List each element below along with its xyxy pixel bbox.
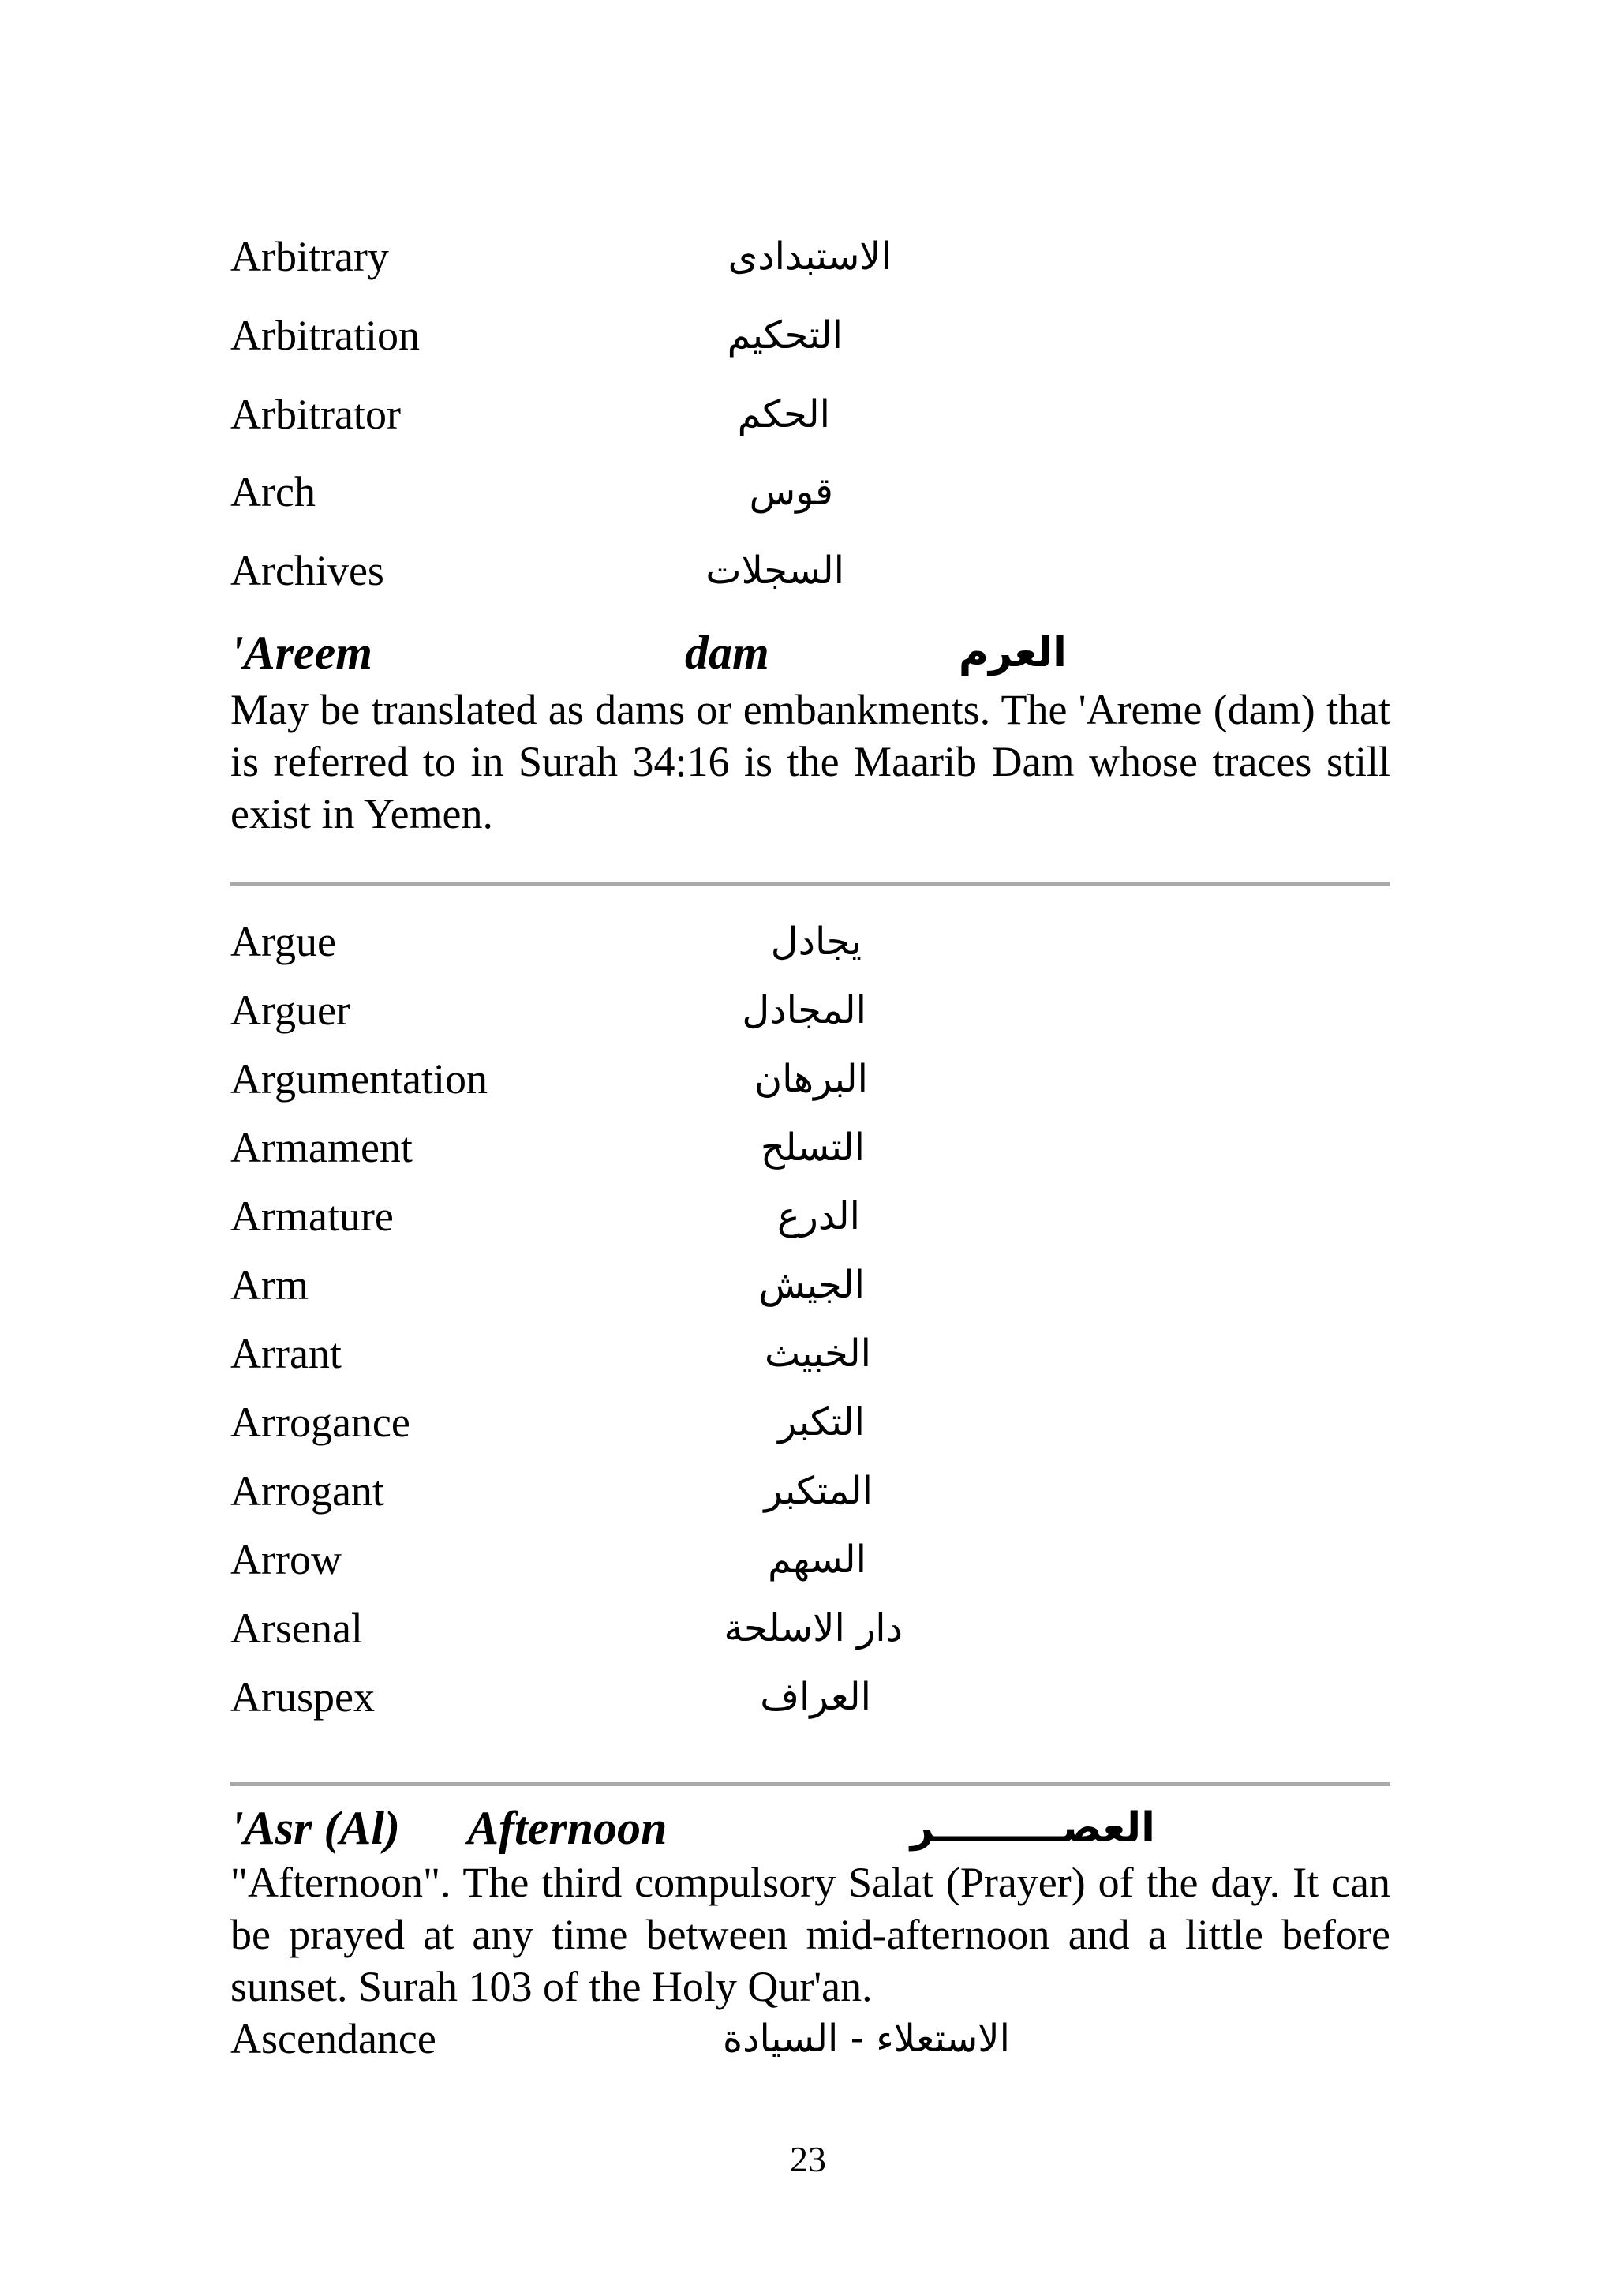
english-term: Archives [230, 547, 384, 594]
arabic-term: الاستبدادى [728, 234, 892, 279]
list-item [230, 387, 1390, 442]
list-item [230, 464, 1390, 519]
arabic-term: قوس [749, 470, 833, 514]
english-term: Arrogance [230, 1399, 410, 1446]
list-item [230, 1257, 1390, 1313]
arabic-term: الاستعلاء - السيادة [722, 2017, 1010, 2061]
arabic-term: العراف [760, 1675, 871, 1719]
arabic-term: البرهان [754, 1057, 868, 1101]
entry-heading-areem [230, 621, 1390, 684]
list-item [230, 2011, 1390, 2066]
english-term: Arbitrator [230, 391, 401, 438]
arabic-term: الخبيث [764, 1332, 871, 1376]
english-term: Armature [230, 1193, 394, 1240]
arabic-term: التسلح [760, 1126, 865, 1170]
arabic-term: السجلات [705, 549, 844, 593]
list-item [230, 229, 1390, 284]
english-term: Arm [230, 1261, 309, 1309]
list-item [230, 983, 1390, 1038]
english-term: Arsenal [230, 1605, 363, 1652]
english-term: Ascendance [230, 2015, 436, 2062]
english-term: Arrogant [230, 1467, 384, 1515]
list-item [230, 1532, 1390, 1587]
page-number: 23 [790, 2139, 826, 2179]
arabic-term: يجادل [770, 920, 862, 964]
arabic-term: الدرع [777, 1194, 860, 1238]
english-term: Arbitrary [230, 233, 389, 280]
list-item [230, 1189, 1390, 1244]
english-term: Argumentation [230, 1055, 488, 1103]
english-term: Armament [230, 1124, 413, 1171]
english-term: Arbitration [230, 312, 420, 359]
divider [230, 1782, 1390, 1786]
arabic-term: دار الاسلحة [724, 1606, 903, 1650]
list-item [230, 1601, 1390, 1656]
entry-term: 'Areem [230, 627, 372, 679]
divider [230, 882, 1390, 886]
english-term: Arrant [230, 1330, 342, 1377]
entry-translation: dam [685, 627, 769, 679]
list-item [230, 914, 1390, 969]
arabic-term: المتكبر [764, 1469, 873, 1513]
english-term: Argue [230, 918, 336, 965]
entry-heading-asr [230, 1796, 1390, 1860]
entry-translation: Afternoon [467, 1802, 668, 1854]
list-item [230, 1463, 1390, 1519]
list-item [230, 543, 1390, 598]
arabic-term: المجادل [742, 988, 866, 1032]
entry-description: May be translated as dams or embankments. The 'Areme (dam) that is referred to in Surah 34:16 is the Maarib Dam whose traces still exist in Yemen. [230, 686, 1390, 837]
english-term: Aruspex [230, 1673, 375, 1721]
arabic-term: التكبر [778, 1400, 865, 1444]
arabic-term: التحكيم [727, 313, 843, 358]
entry-description: "Afternoon". The third compulsory Salat (Prayer) of the day. It can be prayed at any time between mid-afternoon and a little before sunset. Surah 103 of the Holy Qur'an. [230, 1859, 1390, 2010]
list-item [230, 1051, 1390, 1107]
list-item [230, 1120, 1390, 1175]
arabic-term: السهم [768, 1538, 866, 1582]
arabic-term: الجيش [758, 1263, 865, 1307]
english-term: Arrow [230, 1536, 342, 1583]
list-item [230, 1395, 1390, 1450]
list-item [230, 1669, 1390, 1725]
english-term: Arch [230, 468, 316, 515]
list-item [230, 1326, 1390, 1381]
entry-arabic: العرم [958, 629, 1067, 676]
list-item [230, 308, 1390, 363]
entry-term: 'Asr (Al) [230, 1802, 401, 1854]
entry-arabic: العصـــــــــر [910, 1804, 1155, 1852]
english-term: Arguer [230, 987, 350, 1034]
arabic-term: الحكم [737, 392, 830, 436]
